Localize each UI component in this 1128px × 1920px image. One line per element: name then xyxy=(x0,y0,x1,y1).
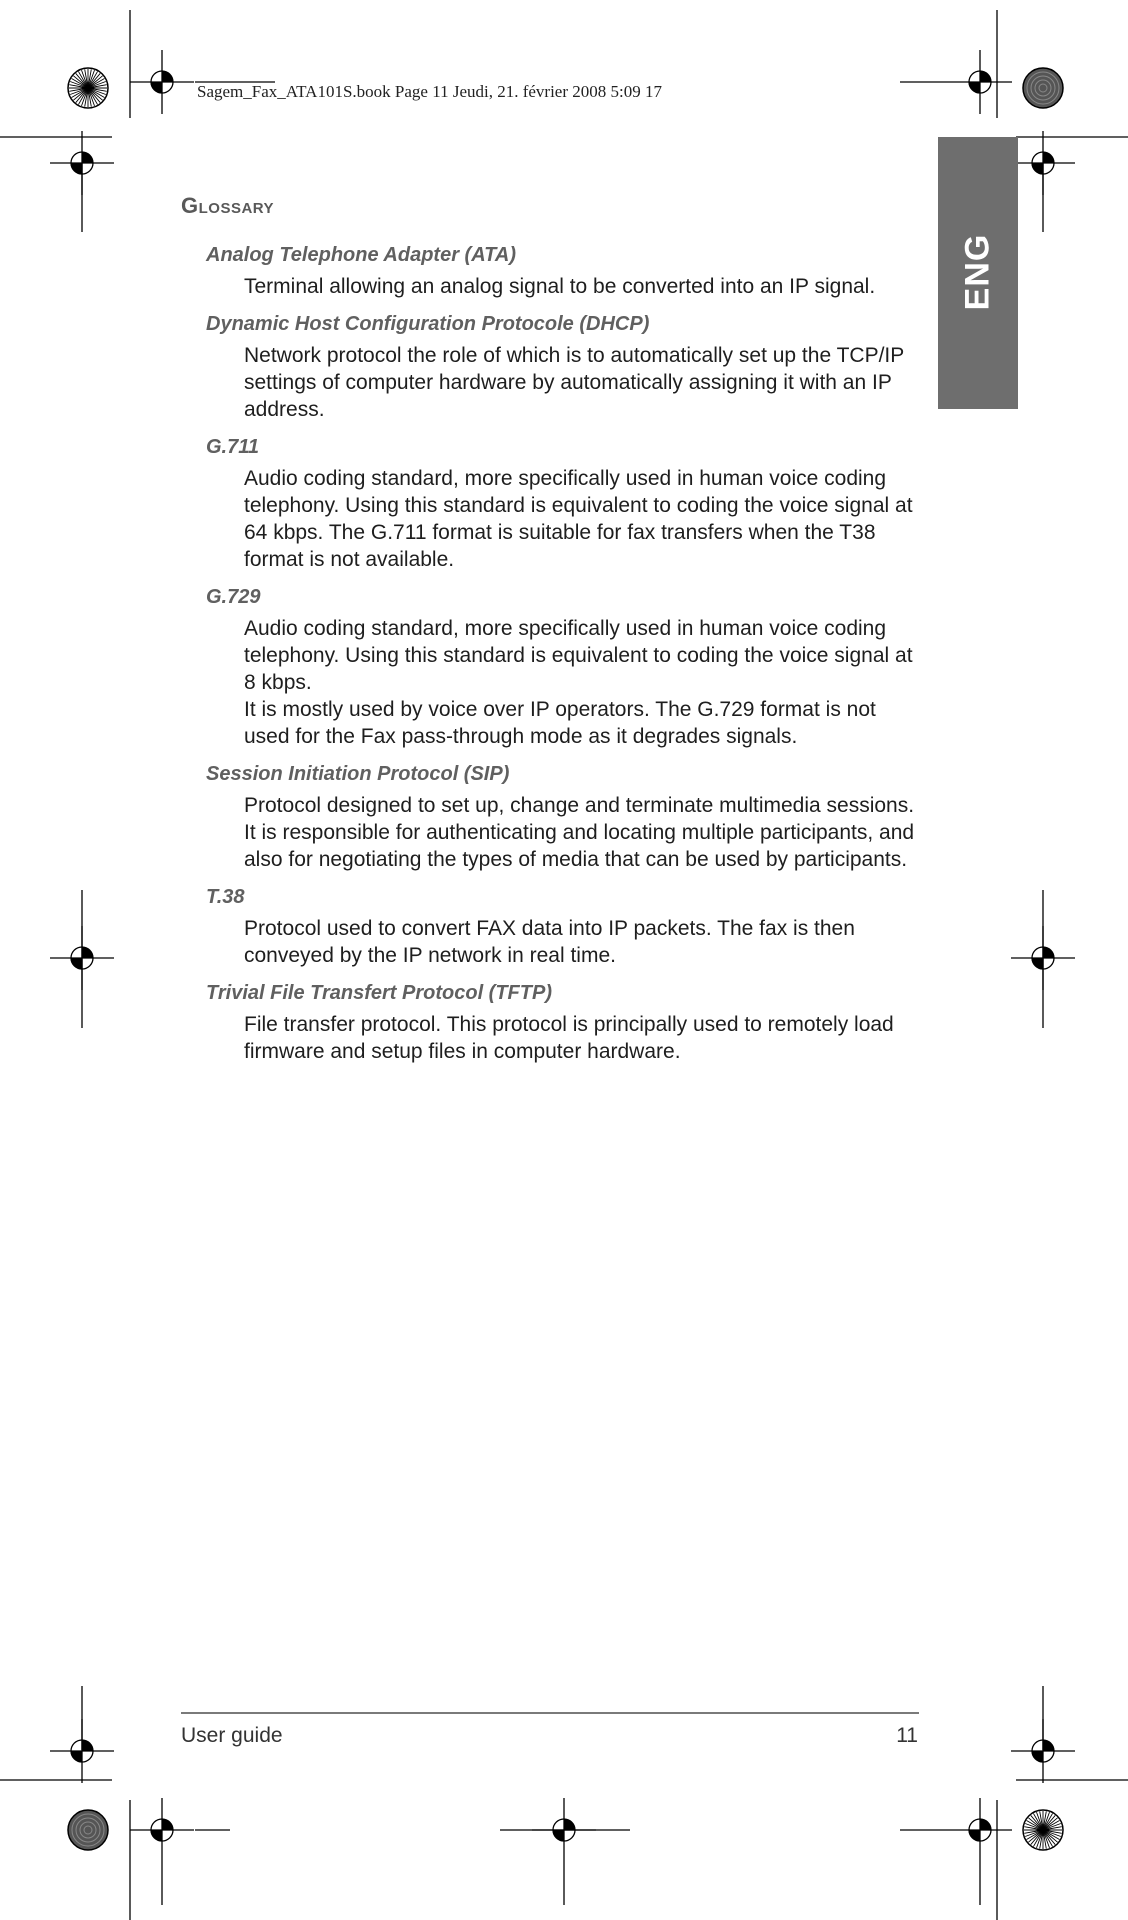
definition-paragraph: Network protocol the role of which is to automatically set up the TCP/IP settings of computer hardware by automatically assigning it with an IP address. xyxy=(244,344,904,421)
glossary-definition xyxy=(244,465,926,573)
color-bar-starburst xyxy=(1023,1810,1063,1850)
glossary-definition xyxy=(244,273,926,300)
glossary-term: G.729 xyxy=(206,586,261,608)
glossary-term: Trivial File Transfert Protocol (TFTP) xyxy=(206,982,552,1004)
glossary-entry xyxy=(206,243,926,300)
definition-paragraph: Protocol designed to set up, change and terminate multimedia sessions. It is responsible for authenticating and locating multiple participants, and also for negotiating the types of media that can be used by participants. xyxy=(244,794,915,871)
glossary-entry xyxy=(206,312,926,423)
color-bar-disc xyxy=(68,1810,108,1850)
registration-target xyxy=(948,1798,1012,1862)
section-title: Glossary xyxy=(181,193,275,218)
registration-target xyxy=(130,1798,194,1862)
book-header: Sagem_Fax_ATA101S.book Page 11 Jeudi, 21. février 2008 5:09 17 xyxy=(197,82,662,101)
language-tab-label: ENG xyxy=(958,233,997,311)
glossary-term: Session Initiation Protocol (SIP) xyxy=(206,763,510,785)
definition-paragraph: It is mostly used by voice over IP operators. The G.729 format is not used for the Fax pass-through mode as it degrades signals. xyxy=(244,698,876,748)
registration-target xyxy=(130,50,194,114)
glossary-entry xyxy=(206,885,926,969)
glossary-term: Dynamic Host Configuration Protocole (DHCP) xyxy=(206,313,650,335)
language-tab xyxy=(938,137,1018,409)
glossary-entry xyxy=(206,435,926,573)
glossary-term: Analog Telephone Adapter (ATA) xyxy=(206,244,516,266)
color-bar-starburst xyxy=(68,68,108,108)
glossary-entry xyxy=(206,762,926,873)
definition-paragraph: Audio coding standard, more specifically used in human voice coding telephony. Using this standard is equivalent to coding the voice signal at 64 kbps. The G.711 format is suitable for fax transfers when the T38 format is not available. xyxy=(244,467,913,571)
glossary-term: T.38 xyxy=(206,886,245,908)
definition-paragraph: Terminal allowing an analog signal to be converted into an IP signal. xyxy=(244,275,876,298)
definition-paragraph: Protocol used to convert FAX data into IP packets. The fax is then conveyed by the IP network in real time. xyxy=(244,917,855,967)
glossary-definition xyxy=(244,792,926,873)
footer-label: User guide xyxy=(181,1724,283,1747)
glossary-term: G.711 xyxy=(206,436,259,458)
glossary-definition xyxy=(244,615,926,750)
glossary-entry xyxy=(206,585,926,750)
glossary-definition xyxy=(244,1011,926,1065)
glossary-entry xyxy=(206,981,926,1065)
glossary-definition xyxy=(244,915,926,969)
registration-target xyxy=(948,50,1012,114)
footer-rule xyxy=(181,1712,919,1714)
color-bar-disc xyxy=(1023,68,1063,108)
definition-paragraph: File transfer protocol. This protocol is principally used to remotely load firmware and setup files in computer hardware. xyxy=(244,1013,894,1063)
glossary-list xyxy=(206,243,926,1077)
glossary-definition xyxy=(244,342,926,423)
page-number: 11 xyxy=(896,1724,918,1747)
definition-paragraph: Audio coding standard, more specifically used in human voice coding telephony. Using this standard is equivalent to coding the voice signal at 8 kbps. xyxy=(244,617,913,694)
